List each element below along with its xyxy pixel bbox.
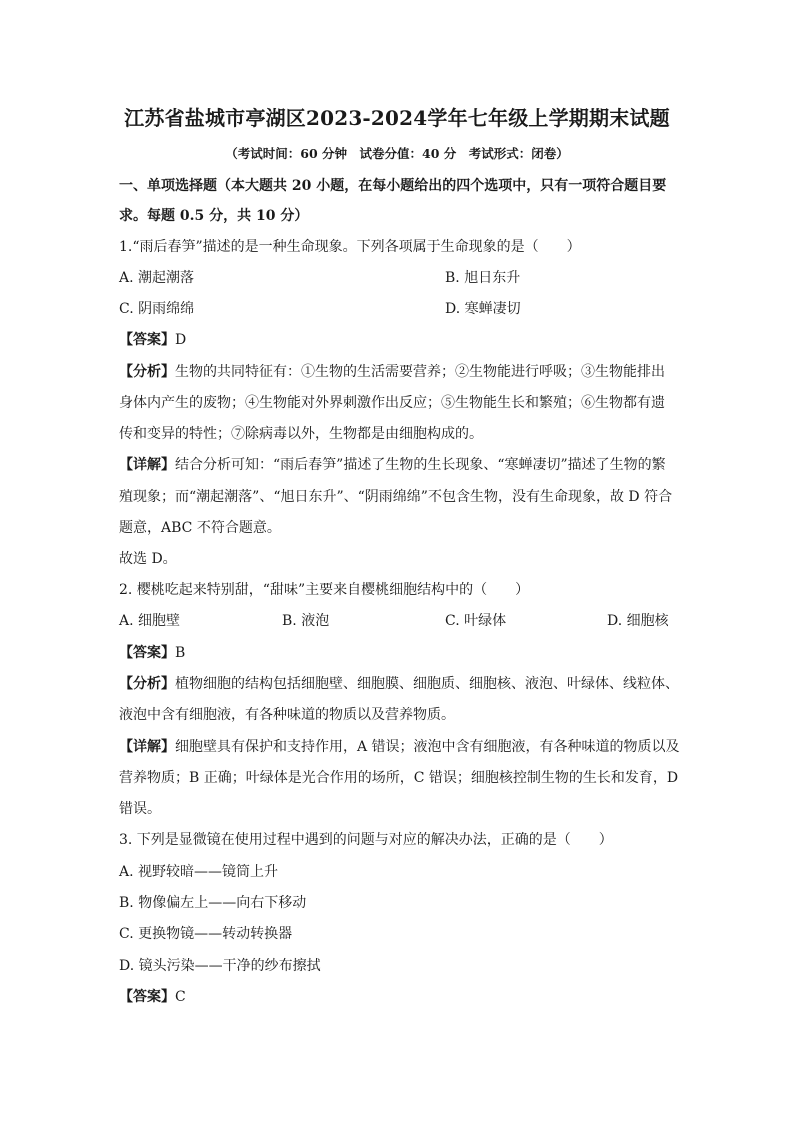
q1-analysis-text-1: 生物的共同特征有：①生物的生活需要营养；②生物能进行呼吸；③生物能排出: [175, 364, 665, 380]
exam-info: （考试时间：60 分钟 试卷分值：40 分 考试形式：闭卷）: [225, 146, 569, 161]
q1-detail-text-1: 结合分析可知：“雨后春笋”描述了生物的生长现象、“寒蝉凄切”描述了生物的繁: [175, 457, 666, 473]
page-title: 江苏省盐城市亭湖区2023-2024学年七年级上学期期末试题: [124, 106, 670, 130]
q2-analysis-line-2: 液泡中含有细胞液，有各种味道的物质以及营养物质。: [119, 707, 455, 723]
q3-option-b: B. 物像偏左上——向右下移动: [119, 895, 307, 911]
q2-option-c: C. 叶绿体: [445, 613, 507, 629]
q1-option-d: D. 寒蝉凄切: [445, 301, 521, 317]
answer-tag: 【答案】: [119, 645, 175, 661]
q1-conclusion: 故选 D。: [119, 551, 177, 567]
q1-analysis-line-1: [119, 362, 665, 382]
q1-detail-line-3: 题意，ABC 不符合题意。: [119, 520, 281, 536]
q1-option-a: A. 潮起潮落: [119, 270, 195, 286]
q1-option-c: C. 阴雨绵绵: [119, 301, 195, 317]
q2-analysis-line-1: [119, 674, 679, 694]
q2-option-b: B. 液泡: [282, 613, 330, 629]
q1-detail-line-1: [119, 455, 666, 475]
q1-answer-value: D: [175, 332, 187, 348]
q3-option-d: D. 镜头污染——干净的纱布擦拭: [119, 958, 321, 974]
analysis-tag: 【分析】: [119, 676, 175, 692]
q2-detail-line-1: [119, 737, 680, 757]
q1-stem: 1.“雨后春笋”描述的是一种生命现象。下列各项属于生命现象的是（ ）: [119, 239, 581, 255]
q1-analysis-line-2: 身体内产生的废物；④生物能对外界刺激作出反应；⑤生物能生长和繁殖；⑥生物都有遗: [119, 395, 665, 411]
q2-analysis-text-1: 植物细胞的结构包括细胞壁、细胞膜、细胞质、细胞核、液泡、叶绿体、线粒体、: [175, 676, 679, 692]
q2-detail-line-3: 错误。: [119, 801, 161, 817]
q2-answer-value: B: [175, 645, 186, 661]
q3-answer-value: C: [175, 989, 186, 1005]
answer-tag: 【答案】: [119, 989, 175, 1005]
q2-option-a: A. 细胞壁: [119, 613, 181, 629]
section-heading-line-2: 求。每题 0.5 分，共 10 分）: [119, 208, 309, 224]
answer-tag: 【答案】: [119, 332, 175, 348]
q1-answer: [119, 330, 186, 350]
q2-detail-line-2: 营养物质；B 正确；叶绿体是光合作用的场所，C 错误；细胞核控制生物的生长和发育，D: [119, 770, 679, 786]
q3-stem: 3. 下列是显微镜在使用过程中遇到的问题与对应的解决办法，正确的是（ ）: [119, 832, 613, 848]
q3-option-c: C. 更换物镜——转动转换器: [119, 926, 293, 942]
q2-option-d: D. 细胞核: [607, 613, 669, 629]
q2-answer: [119, 643, 185, 663]
q1-analysis-line-3: 传和变异的特性；⑦除病毒以外，生物都是由细胞构成的。: [119, 426, 483, 442]
q3-option-a: A. 视野较暗——镜筒上升: [119, 864, 279, 880]
section-heading-line-1: 一、单项选择题（本大题共 20 小题，在每小题给出的四个选项中，只有一项符合题目要: [119, 178, 667, 194]
q1-option-b: B. 旭日东升: [445, 270, 521, 286]
q2-stem: 2. 樱桃吃起来特别甜，“甜味”主要来自樱桃细胞结构中的（ ）: [119, 582, 530, 598]
detail-tag: 【详解】: [119, 739, 175, 755]
analysis-tag: 【分析】: [119, 364, 175, 380]
q3-answer: [119, 987, 186, 1007]
q2-detail-text-1: 细胞壁具有保护和支持作用，A 错误；液泡中含有细胞液，有各种味道的物质以及: [175, 739, 680, 755]
detail-tag: 【详解】: [119, 457, 175, 473]
q1-detail-line-2: 殖现象；而“潮起潮落”、“旭日东升”、“阴雨绵绵”不包含生物，没有生命现象，故 D 符合: [119, 489, 673, 505]
